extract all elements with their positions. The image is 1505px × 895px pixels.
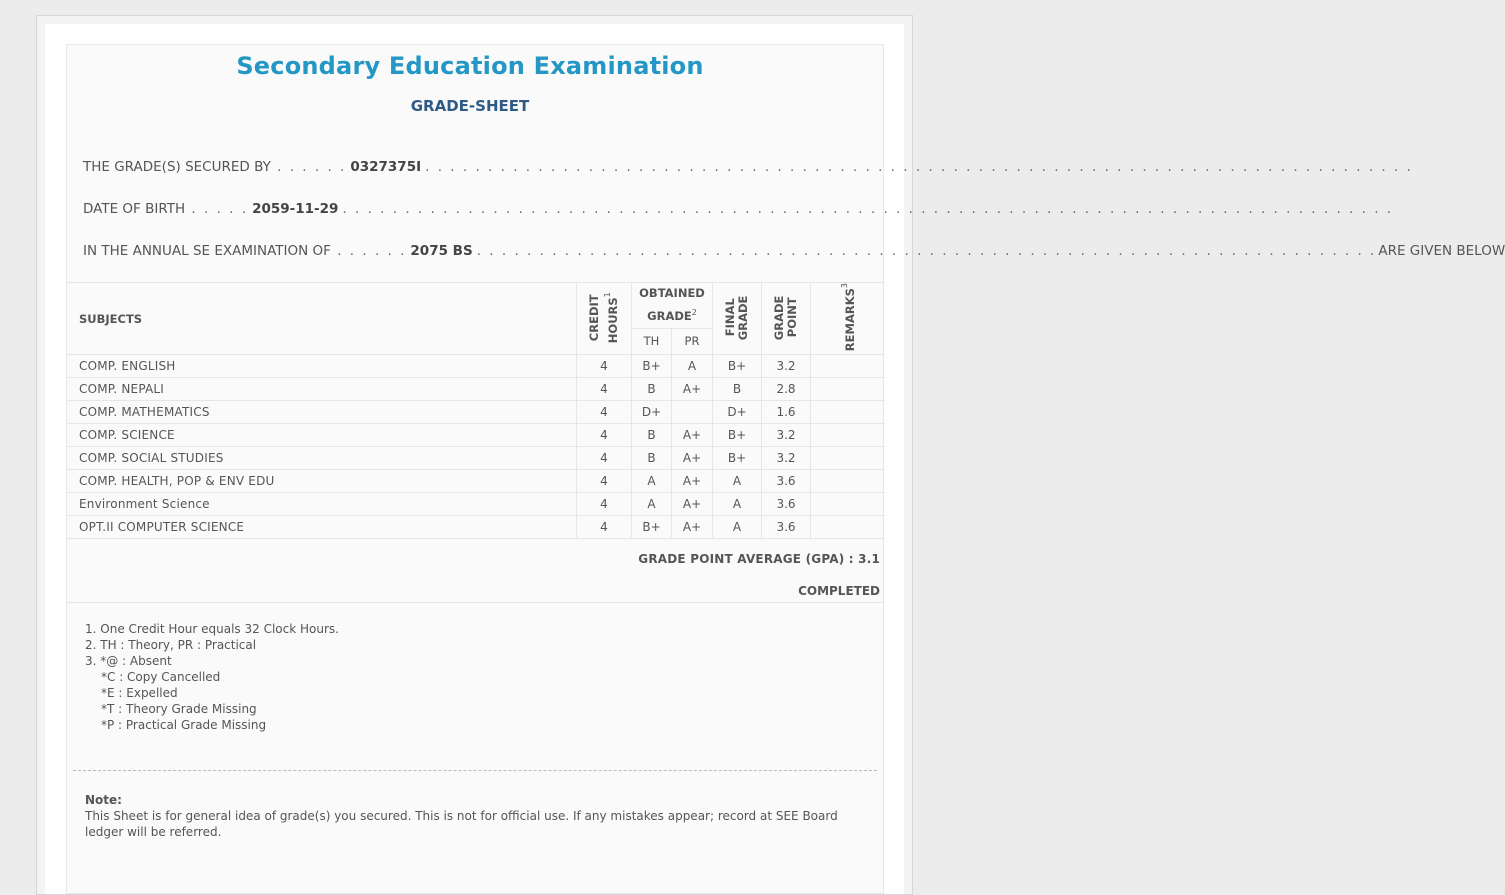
footnote-3-item: *E : Expelled xyxy=(101,686,178,700)
exam-label: IN THE ANNUAL SE EXAMINATION OF xyxy=(83,243,331,259)
pr-grade-cell: A+ xyxy=(672,447,713,470)
pr-header: PR xyxy=(672,328,713,355)
grade-table xyxy=(67,282,885,539)
footnote-3-item: *T : Theory Grade Missing xyxy=(101,702,257,716)
credit-hours-cell: 4 xyxy=(577,493,632,516)
grade-point-cell: 3.6 xyxy=(762,493,811,516)
th-grade-cell: B+ xyxy=(632,516,672,539)
th-grade-cell: B xyxy=(632,447,672,470)
table-row xyxy=(68,470,885,493)
remarks-cell xyxy=(811,424,885,447)
final-grade-cell: B+ xyxy=(713,447,762,470)
grade-rows xyxy=(68,355,885,539)
footnotes xyxy=(85,621,339,733)
note-text: This Sheet is for general idea of grade(s) you secured. This is not for official use. If any mistakes appear; record at SEE Board ledger will be referred. xyxy=(85,809,838,839)
th-grade-cell: B+ xyxy=(632,355,672,378)
credit-hours-cell: 4 xyxy=(577,424,632,447)
dob-line: DATE OF BIRTH . . . . . 2059-11-29 . . . . . . . . . . . . . . . . . . . . . . . . . . . . . . . . . . . . . . . . . . . . . . . . . . . . . . . . . . . . . . . . . . . . . . . . . . . . . . . . . . . . xyxy=(83,201,1394,217)
credit-hours-header: CREDIT HOURS$^1$ xyxy=(577,283,632,355)
subject-cell: COMP. NEPALI xyxy=(68,378,577,401)
grade-point-cell: 3.6 xyxy=(762,516,811,539)
remarks-cell xyxy=(811,447,885,470)
table-row xyxy=(68,355,885,378)
footnote-2: 2. TH : Theory, PR : Practical xyxy=(85,638,257,652)
final-grade-cell: B+ xyxy=(713,424,762,447)
remarks-cell xyxy=(811,493,885,516)
table-row xyxy=(68,424,885,447)
subject-cell: COMP. MATHEMATICS xyxy=(68,401,577,424)
final-grade-cell: B xyxy=(713,378,762,401)
exam-line: IN THE ANNUAL SE EXAMINATION OF . . . . . . 2075 BS . . . . . . . . . . . . . . . . . . . . . . . . . . . . . . . . . . . . . . . . . . . . . . . . . . . . . . . . . . . . . . . . . . . . . . . . ARE GIVEN BELOW xyxy=(83,243,1505,259)
grade-point-cell: 3.2 xyxy=(762,447,811,470)
pr-grade-cell: A xyxy=(672,355,713,378)
pr-grade-cell: A+ xyxy=(672,378,713,401)
subject-cell: COMP. SCIENCE xyxy=(68,424,577,447)
remarks-cell xyxy=(811,470,885,493)
grade-point-cell: 3.2 xyxy=(762,355,811,378)
final-grade-cell: D+ xyxy=(713,401,762,424)
gpa-text: GRADE POINT AVERAGE (GPA) : 3.1 xyxy=(638,552,880,566)
final-grade-cell: A xyxy=(713,470,762,493)
pr-grade-cell: A+ xyxy=(672,493,713,516)
grade-point-cell: 3.2 xyxy=(762,424,811,447)
footnote-3-item: *C : Copy Cancelled xyxy=(101,670,221,684)
pr-grade-cell: A+ xyxy=(672,516,713,539)
secured-by-label: THE GRADE(S) SECURED BY xyxy=(83,159,271,175)
exam-year: 2075 BS xyxy=(410,243,473,259)
exam-tail: ARE GIVEN BELOW xyxy=(1378,243,1505,259)
note-block xyxy=(85,792,865,840)
footnote-1: 1. One Credit Hour equals 32 Clock Hours. xyxy=(85,622,339,636)
dob-label: DATE OF BIRTH xyxy=(83,201,186,217)
pr-grade-cell: A+ xyxy=(672,424,713,447)
credit-hours-cell: 4 xyxy=(577,516,632,539)
footnote-3-item: *P : Practical Grade Missing xyxy=(101,718,267,732)
remarks-cell xyxy=(811,516,885,539)
table-row xyxy=(68,401,885,424)
final-grade-header: FINAL GRADE xyxy=(713,283,762,355)
grade-point-cell: 1.6 xyxy=(762,401,811,424)
section-divider xyxy=(67,602,884,603)
credit-hours-cell: 4 xyxy=(577,447,632,470)
final-grade-cell: A xyxy=(713,516,762,539)
th-grade-cell: A xyxy=(632,470,672,493)
grade-point-cell: 3.6 xyxy=(762,470,811,493)
subject-cell: OPT.II COMPUTER SCIENCE xyxy=(68,516,577,539)
subject-cell: COMP. ENGLISH xyxy=(68,355,577,378)
date-of-birth: 2059-11-29 xyxy=(252,201,339,217)
credit-hours-cell: 4 xyxy=(577,470,632,493)
pr-grade-cell xyxy=(672,401,713,424)
final-grade-cell: A xyxy=(713,493,762,516)
footnote-3: 3. *@ : Absent xyxy=(85,654,172,668)
subject-cell: COMP. HEALTH, POP & ENV EDU xyxy=(68,470,577,493)
table-row xyxy=(68,378,885,401)
final-grade-cell: B+ xyxy=(713,355,762,378)
remarks-header: REMARKS$^3$ xyxy=(811,283,885,355)
subject-cell: Environment Science xyxy=(68,493,577,516)
credit-hours-cell: 4 xyxy=(577,378,632,401)
table-row xyxy=(68,493,885,516)
th-grade-cell: B xyxy=(632,378,672,401)
th-grade-cell: B xyxy=(632,424,672,447)
note-heading: Note: xyxy=(85,793,122,807)
result-status: COMPLETED xyxy=(798,584,880,598)
grade-point-cell: 2.8 xyxy=(762,378,811,401)
secured-by-line: THE GRADE(S) SECURED BY . . . . . . 0327375I . . . . . . . . . . . . . . . . . . . . . . . . . . . . . . . . . . . . . . . . . . . . . . . . . . . . . . . . . . . . . . . . . . . . . . . . . . . . . . . xyxy=(83,159,1413,175)
remarks-cell xyxy=(811,378,885,401)
subject-cell: COMP. SOCIAL STUDIES xyxy=(68,447,577,470)
th-header: TH xyxy=(632,328,672,355)
credit-hours-cell: 4 xyxy=(577,401,632,424)
dashed-separator xyxy=(73,770,877,771)
th-grade-cell: A xyxy=(632,493,672,516)
pr-grade-cell: A+ xyxy=(672,470,713,493)
table-row xyxy=(68,447,885,470)
page-title: Secondary Education Examination xyxy=(236,52,704,80)
subjects-header: SUBJECTS xyxy=(68,283,577,355)
table-row xyxy=(68,516,885,539)
remarks-cell xyxy=(811,401,885,424)
grade-point-header: GRADE POINT xyxy=(762,283,811,355)
credit-hours-cell: 4 xyxy=(577,355,632,378)
obtained-grade-header: OBTAINED GRADE$^2$ xyxy=(632,283,713,329)
symbol-number: 0327375I xyxy=(350,159,422,175)
sheet-subtitle: GRADE-SHEET xyxy=(410,97,530,115)
remarks-cell xyxy=(811,355,885,378)
th-grade-cell: D+ xyxy=(632,401,672,424)
